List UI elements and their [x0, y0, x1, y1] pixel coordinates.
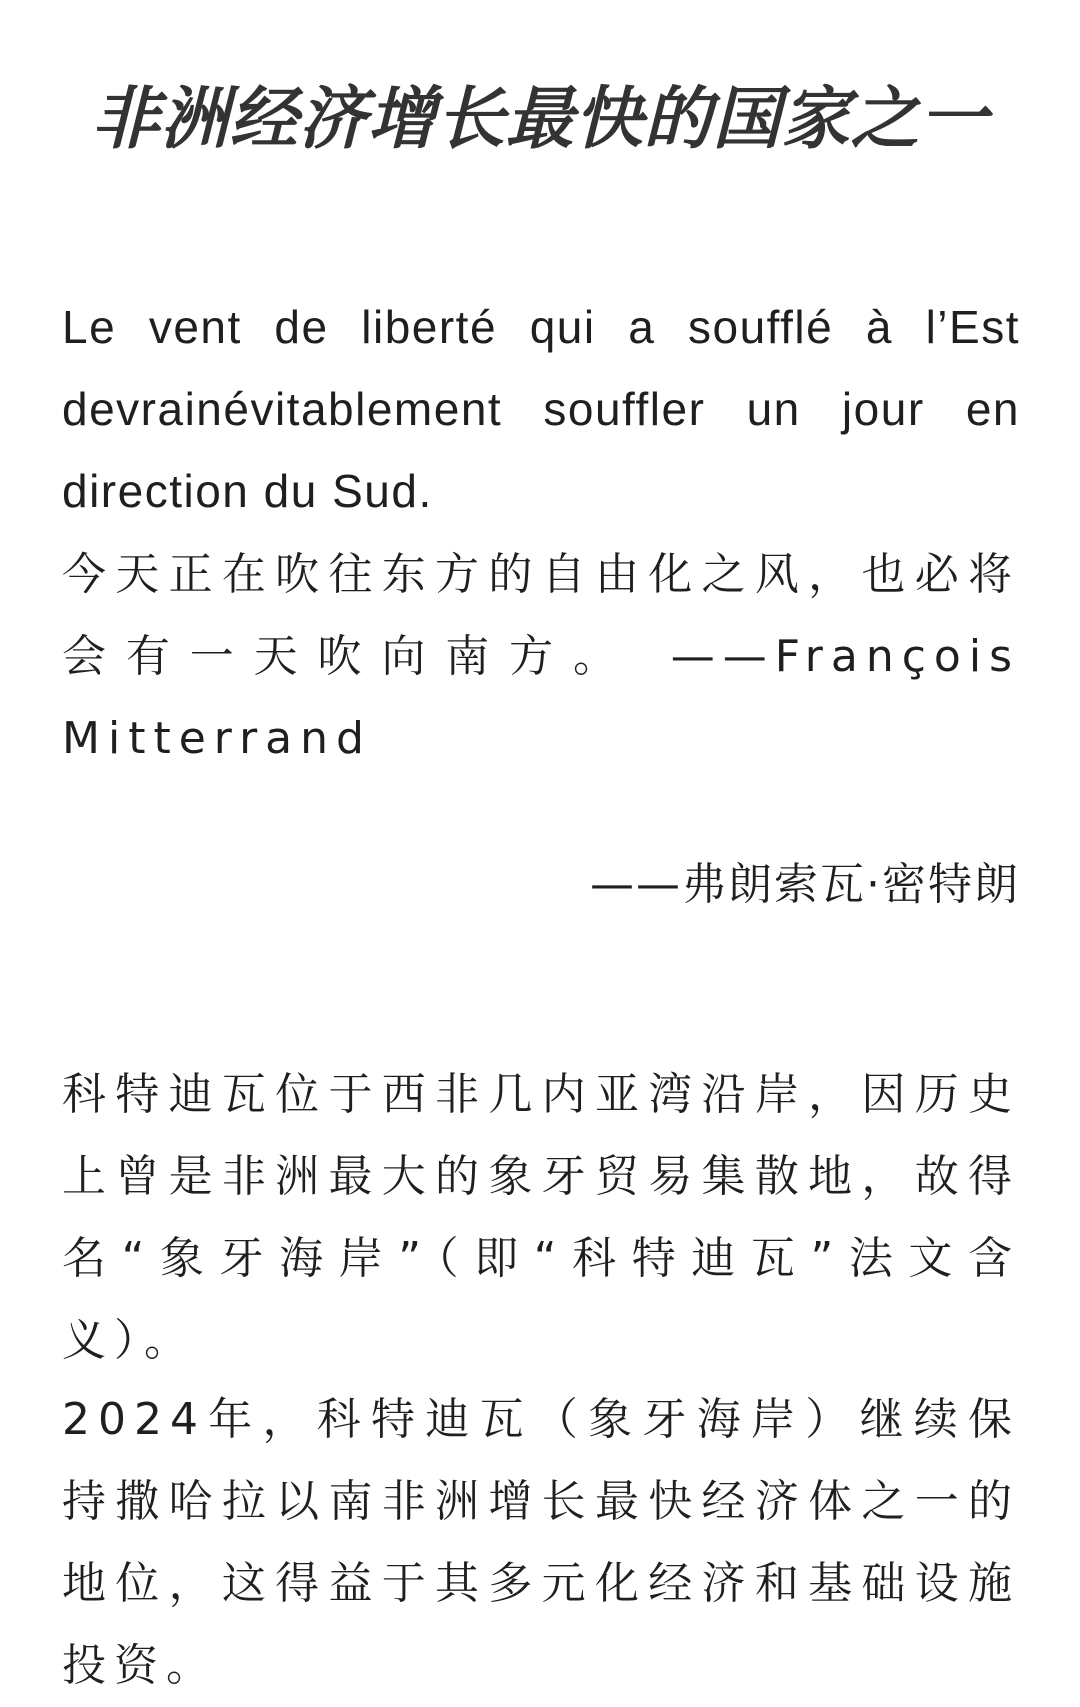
quote-attribution: ——弗朗索瓦·密特朗 — [590, 859, 1020, 910]
paragraph-name-origin: 科特迪瓦位于西非几内亚湾沿岸，因历史上曾是非洲最大的象牙贸易集散地，故得名“象牙海岸”（即“科特迪瓦”法文含义）。 — [62, 1069, 1020, 1366]
quote-chinese: 今天正在吹往东方的自由化之风，也必将会有一天吹向南方。 ——François Mitterrand — [62, 549, 1020, 764]
article-title: 非洲经济增长最快的国家之一 — [91, 79, 989, 159]
quote-french: Le vent de liberté qui a soufflé à l’Est devrainévitablement souffler un jour en direction du Sud. — [62, 301, 1020, 517]
paragraph-economy-2024: 2024年，科特迪瓦（象牙海岸）继续保持撒哈拉以南非洲增长最快经济体之一的地位，这得益于其多元化经济和基础设施投资。 — [62, 1394, 1020, 1691]
